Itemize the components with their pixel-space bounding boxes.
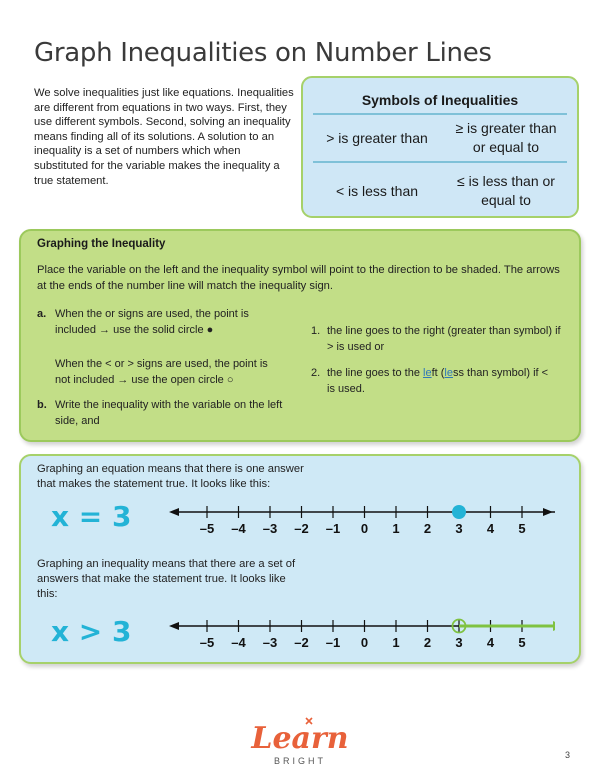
equation-text: Graphing an equation means that there is one answer that makes the statement true. It looks like this: <box>37 463 304 490</box>
inequality-label: x > 3 <box>51 615 132 648</box>
tick-label: 0 <box>360 635 369 650</box>
step-a-open-line2: not included → use the open circle ○ <box>55 373 234 386</box>
solid-point <box>452 505 466 519</box>
page-title: Graph Inequalities on Number Lines <box>34 38 492 68</box>
graphing-text: Place the variable on the left and the inequality symbol will point to the direction to be shaded. The arrows at the ends of the number line will match the inequality sign. <box>37 264 560 292</box>
symbols-title: Symbols of Inequalities <box>361 92 519 108</box>
step-a-open <box>55 357 295 388</box>
right-arrow-icon <box>543 508 553 516</box>
tick-label: –1 <box>325 521 341 536</box>
highlight-le: le <box>444 367 453 379</box>
tick-label: 5 <box>518 635 526 650</box>
left-arrow-icon <box>169 622 179 630</box>
left-arrow-icon <box>169 508 179 516</box>
tick-label: 0 <box>360 521 369 536</box>
step-2-line1: the line goes to the left (less than symbol) if < <box>327 367 549 379</box>
tick-label: 4 <box>486 635 495 650</box>
greater-equal-line1: ≥ is greater than <box>455 120 557 136</box>
step-1-marker: 1. <box>311 325 321 337</box>
step-b <box>37 398 305 429</box>
step-b-marker: b. <box>37 399 47 411</box>
step-a <box>37 307 295 338</box>
less-equal-label <box>443 172 569 210</box>
intro-paragraph: We solve inequalities just like equations. Inequalities are different from equations in two ways. First, they use different symbols. Second, solving an inequality means finding all of its solutions. A solution to an inequality is a set of numbers which when substituted for the variable makes the inequality a true statement. <box>34 87 294 187</box>
greater-than-label: > is greater than <box>326 130 428 146</box>
less-than-label: < is less than <box>335 183 419 199</box>
tick-label: 3 <box>455 521 463 536</box>
step-a-marker: a. <box>37 308 47 320</box>
less-equal-line1: ≤ is less than or <box>457 173 555 189</box>
tick-label: –4 <box>231 635 246 650</box>
tick-label: 2 <box>423 521 432 536</box>
tick-label: 3 <box>455 635 463 650</box>
greater-equal-label <box>443 119 569 157</box>
tick-label: 1 <box>392 635 400 650</box>
step-1 <box>311 324 573 355</box>
equation-number-line <box>155 498 555 548</box>
tick-label: 5 <box>518 521 526 536</box>
inequality-number-line <box>155 612 555 662</box>
tick-label: 1 <box>392 521 400 536</box>
equation-label: x = 3 <box>51 500 132 533</box>
step-a-line2: included → use the solid circle ● <box>55 323 214 336</box>
step-1-line1: the line goes to the right (greater than symbol) if <box>327 325 561 337</box>
tick-label: –2 <box>294 521 309 536</box>
step-a-open-line1: When the < or > signs are used, the point is <box>55 358 268 370</box>
inequality-text: Graphing an inequality means that there are a set of answers that make the statement true. It looks like this: <box>37 558 296 600</box>
less-equal-line2: equal to <box>481 192 531 208</box>
logo-subtitle: BRIGHT <box>273 756 327 766</box>
tick-label: –3 <box>262 635 278 650</box>
tick-label: –2 <box>294 635 309 650</box>
step-b-line1: Write the inequality with the variable on the left <box>55 399 283 411</box>
step-2-line2: is used. <box>327 382 365 395</box>
learn-bright-logo <box>240 712 360 770</box>
tick-label: –3 <box>262 521 278 536</box>
highlight-le: le <box>423 367 432 379</box>
step-1-line2: > is used or <box>327 340 385 353</box>
page-number: 3 <box>564 750 570 760</box>
tick-label: –5 <box>199 635 215 650</box>
greater-equal-line2: or equal to <box>472 139 540 155</box>
logo-wordmark: Learn <box>251 721 349 756</box>
tick-label: –4 <box>231 521 246 536</box>
step-b-line2: side, and <box>55 414 100 427</box>
graphing-title: Graphing the Inequality <box>37 238 166 250</box>
graphing-box <box>19 229 581 442</box>
step-2-marker: 2. <box>311 367 321 379</box>
divider <box>313 161 567 163</box>
step-2 <box>311 366 573 397</box>
examples-box <box>19 454 581 664</box>
tick-label: –5 <box>199 521 215 536</box>
tick-label: 2 <box>423 635 432 650</box>
right-arrow-icon <box>553 621 555 631</box>
symbols-box <box>301 76 579 218</box>
divider <box>313 113 567 115</box>
step-a-line1: When the or signs are used, the point is <box>55 308 249 320</box>
tick-label: 4 <box>486 521 495 536</box>
tick-label: –1 <box>325 635 341 650</box>
